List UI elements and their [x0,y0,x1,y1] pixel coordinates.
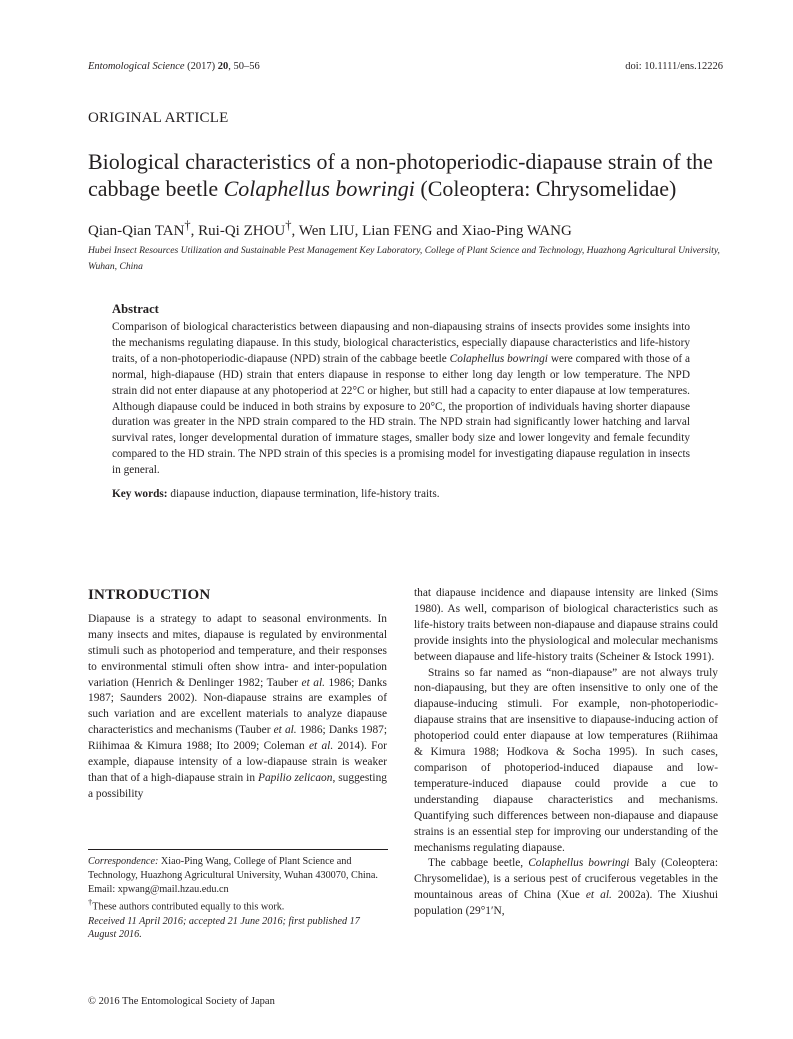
footnote [88,855,388,942]
body-column-right [414,586,718,920]
received-text: Received 11 April 2016; accepted 21 June 2016; first published 17 August 2016. [88,915,360,941]
text-run: Diapause is a strategy to adapt to seasonal environments. In many insects and mites, diapause is regulated by environmental stimuli such as photoperiod and temperature, and their responses to environmental stimuli often show intra- and inter-population variation (Henrich & Denlinger 1982; Tauber [88,612,387,689]
et-al: et al. [585,889,612,902]
abstract-species: Colaphellus bowringi [449,352,548,365]
title-species: Colaphellus bowringi [223,176,415,201]
text-run: The cabbage beetle, [428,857,529,870]
abstract-text-1: Comparison of biological characteristics between diapausing and non-diapausing strains of insects provides some insights into the mechanisms regulating diapause. In this study, biological characteristics, especially diapause characteristics and life-history traits, of a non-photoperiodic-diapause (NPD) strain of the cabbage beetle [112,321,690,365]
correspondence [88,855,388,883]
abstract-section [112,302,690,500]
footnote-divider [88,849,388,850]
author-sep: , [291,223,299,239]
journal-volume: 20 [217,61,229,72]
author-name[interactable]: Wen LIU [298,223,355,239]
journal-pages: , 50–56 [228,61,260,72]
journal-year: (2017) [184,61,218,72]
text-run: 2014). For example, diapause intensity of a low-diapause strain is weaker than that of a high-diapause strain in [88,740,387,784]
article-type: ORIGINAL ARTICLE [88,110,229,126]
intro-paragraph-1-cont: that diapause incidence and diapause intensity are linked (Sims 1980). As well, comparison of biological characteristics such as life-history traits between non-diapause and diapause strains could provide insights into the physiological and molecular mechanisms between diapause and life-history traits (Scheiner & Istock 1991). [414,587,718,663]
author-sep: and [432,223,462,239]
abstract-heading: Abstract [112,302,159,316]
intro-paragraph-3 [414,856,718,920]
journal-citation [88,61,260,72]
author-name[interactable]: Lian FENG [362,223,433,239]
et-al: et al. [308,740,334,753]
correspondence-label: Correspondence: [88,856,159,867]
author-sep: , [354,223,363,239]
abstract-text-2: were compared with those of a normal, high-diapause (HD) strain that enters diapause in response to either long day length or low temperature. The NPD strain did not enter diapause at any photoperiod at 22°C or higher, but still had a capacity to enter diapause at low temperatures. Although diapause could be induced in both strains by exposure to 20°C, the proportion of individuals having shorter diapause duration was greater in the NPD strain compared to the HD strain. The NPD strain had significantly lower hatching and larval survival rates, longer developmental duration of immature stages, smaller body size and lower longevity and female fecundity compared to the HD strain. The NPD strain of this species is a promising model for investigating diapause regulation in insects in general. [112,352,691,477]
journal-name: Entomological Science [88,61,185,72]
species-name: Colaphellus bowringi [528,857,630,870]
author-name[interactable]: Rui-Qi ZHOU [198,223,286,239]
text-run: , suggesting a possibility [88,771,387,800]
text-run: 1986; Danks 1987; Saunders 2002). Non-diapause strains are examples of such variation and are excellent materials to analyze diapause characteristics and mechanisms (Tauber [88,676,387,737]
affiliation: Hubei Insect Resources Utilization and Sustainable Pest Management Key Laboratory, College of Plant Science and Technology, Huazhong Agricultural University, Wuhan, China [88,245,720,272]
correspondence-text: Xiao-Ping Wang, College of Plant Science and Technology, Huazhong Agricultural University, Wuhan 430070, China. [88,856,378,881]
body-column-left [88,588,387,803]
keywords-label: Key words: [112,488,168,501]
equal-contribution [88,896,388,914]
intro-paragraph-2: Strains so far named as “non-diapause” are not always truly non-diapausing, but they are often insensitive to only one of the diapause-inducing stimuli. For example, non-photoperiodic-diapause strains that are insensitive to diapause-inducing action of photoperiod could enter diapause at low temperatures (Riihimaa & Kimura 1988; Hodkova & Socha 1995). In such cases, comparison of photoperiod-induced diapause and low-temperature-induced diapause could provide a cue to understanding diapause characteristics and mechanisms. Quantifying such differences between non-diapause and diapause strains is an essential step for improving our understanding of the mechanisms regulating diapause. [414,666,718,854]
equal-contribution-text: These authors contributed equally to this work. [92,901,285,913]
author-name[interactable]: Qian-Qian TAN [88,223,185,239]
et-al: et al. [273,724,297,737]
et-al: et al. [301,676,325,689]
intro-paragraph-1 [88,612,387,803]
author-sep: , [190,223,199,239]
copyright: © 2016 The Entomological Society of Japan [88,996,275,1007]
title-part1: Biological characteristics of a non-photoperiodic-diapause strain of the cabbage beetle [88,149,713,201]
text-run: 2002a). The Xiushui population (29°1′N, [414,889,718,918]
article-title [88,148,738,202]
doi[interactable]: doi: 10.1111/ens.12226 [625,61,723,72]
dagger-mark: † [88,897,93,908]
author-mark: † [184,218,191,232]
title-part2: (Coleoptera: Chrysomelidae) [414,176,677,201]
section-heading-introduction: INTRODUCTION [88,587,211,603]
text-run: Baly (Coleoptera: Chrysomelidae), is a serious pest of cruciferous vegetables in the mountainous areas of China (Xue [414,857,718,902]
text-run: 1986; Danks 1987; Riihimaa & Kimura 1988; Ito 2009; Coleman [88,724,387,753]
abstract-body [112,320,690,479]
species-name: Papilio zelicaon [257,771,333,784]
author-name[interactable]: Xiao-Ping WANG [461,223,572,239]
keywords [112,488,690,500]
email[interactable]: Email: xpwang@mail.hzau.edu.cn [88,883,229,895]
author-mark: † [285,218,292,232]
keywords-list: diapause induction, diapause termination, life-history traits. [167,488,440,501]
received-dates [88,915,388,943]
author-list [88,218,572,240]
